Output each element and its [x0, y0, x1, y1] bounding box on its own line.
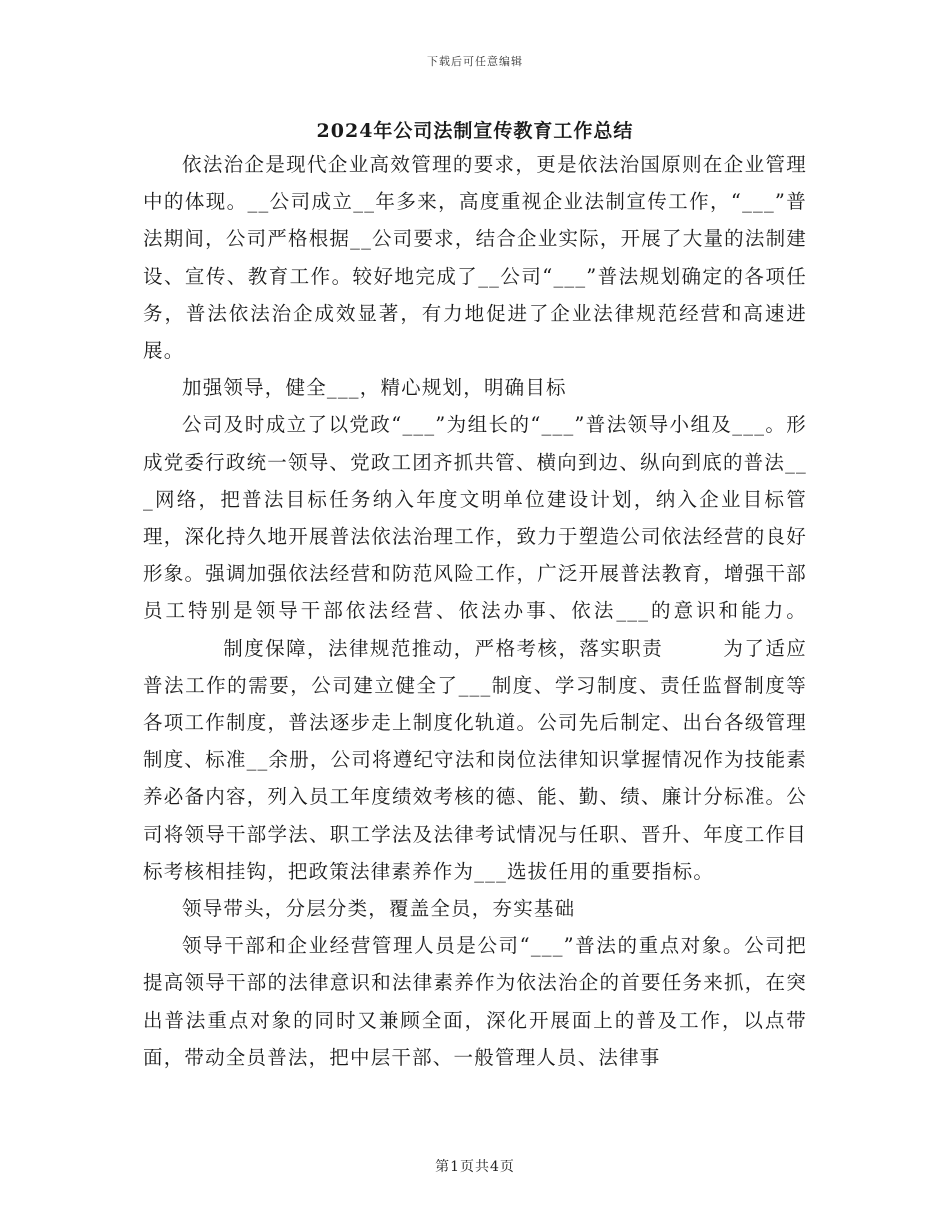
header-note: 下载后可任意编辑: [427, 55, 523, 68]
page-number-footer: 第1页共4页: [435, 1159, 515, 1175]
section-heading-coverage: 领导带头，分层分类，覆盖全员，夯实基础: [182, 897, 576, 921]
section-heading-system: 制度保障，法律规范推动，严格考核，落实职责: [223, 636, 664, 660]
paragraph-intro: 依法治企是现代企业高效管理的要求，更是依法治国原则在企业管理中的体现。__公司成立__年多来，高度重视企业法制宣传工作，“___”普法期间，公司严格根据__公司要求，结合企业实际，开展了大量的法制建设、宣传、教育工作。较好地完成了__公司“___”普法规划确定的各项任务，普法依法治企成效显著，有力地促进了企业法律规范经营和高速进展。: [143, 153, 807, 363]
paragraph-system-text: 为了适应普法工作的需要，公司建立健全了___制度、学习制度、责任监督制度等各项工作制度，普法逐步走上制度化轨道。公司先后制定、出台各级管理制度、标准__余册，公司将遵纪守法和岗位法律知识掌握情况作为技能素养必备内容，列入员工年度绩效考核的德、能、勤、绩、廉计分标准。公司将领导干部学法、职工学法及法律考试情况与任职、晋升、年度工作目标考核相挂钩，把政策法律素养作为___选拔任用的重要指标。: [143, 636, 807, 883]
paragraph-coverage: 领导干部和企业经营管理人员是公司“___”普法的重点对象。公司把提高领导干部的法律意识和法律素养作为依法治企的首要任务来抓，在突出普法重点对象的同时又兼顾全面，深化开展面上的普及工作，以点带面，带动全员普法，把中层干部、一般管理人员、法律事: [143, 934, 807, 1069]
document-title: 2024年公司法制宣传教育工作总结: [316, 120, 634, 142]
document-body: [143, 146, 807, 1076]
paragraph-leadership-text: 公司及时成立了以党政“___”为组长的“___”普法领导小组及___。形成党委行政统一领导、党政工团齐抓共管、横向到边、纵向到底的普法___网络，把普法目标任务纳入年度文明单位建设计划，纳入企业目标管理，深化持久地开展普法依法治理工作，致力于塑造公司依法经营的良好形象。强调加强依法经营和防范风险工作，广泛开展普法教育，增强干部员工特别是领导干部依法经营、依法办事、依法___的意识和能力。: [143, 413, 807, 623]
paragraph-leadership: [143, 406, 807, 890]
section-heading-leadership: 加强领导，健全___，精心规划，明确目标: [182, 376, 567, 400]
